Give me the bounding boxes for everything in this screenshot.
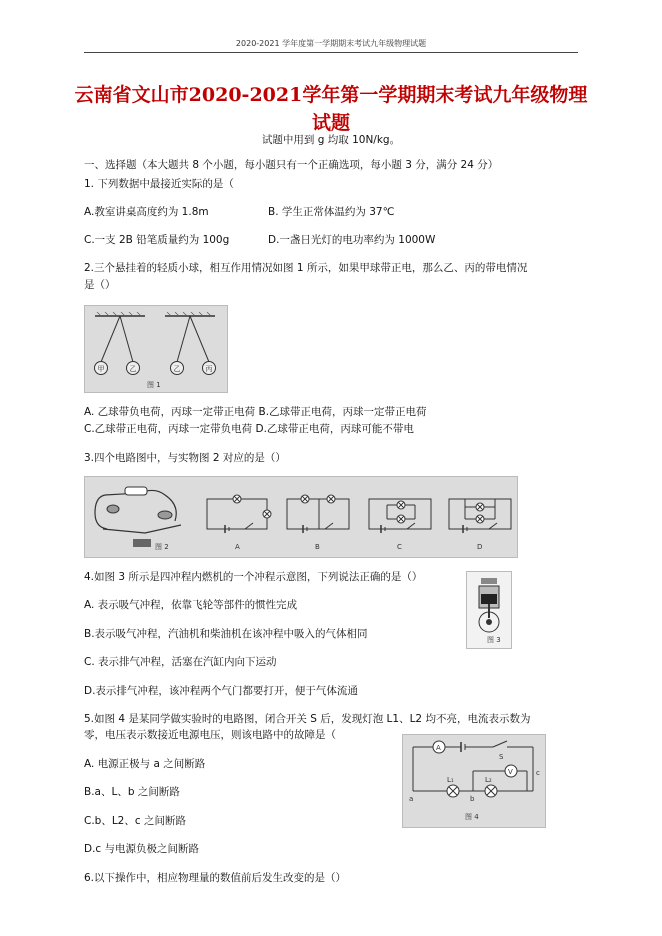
q3-stem: 3.四个电路图中，与实物图 2 对应的是（） bbox=[84, 452, 286, 464]
fig2-label-a: A bbox=[235, 543, 240, 551]
figure-3 bbox=[466, 571, 512, 649]
section-heading: 一、选择题（本大题共 8 个小题，每小题只有一个正确选项，每小题 3 分，满分 24 分） bbox=[84, 159, 499, 171]
q5-option-c: C.b、L2、c 之间断路 bbox=[84, 815, 186, 827]
q1-option-a: A.教室讲桌高度约为 1.8m bbox=[84, 206, 209, 218]
fig1-caption: 图 1 bbox=[147, 381, 161, 389]
q4-option-c: C. 表示排气冲程，活塞在汽缸内向下运动 bbox=[84, 656, 277, 668]
fig4-lamp1-label: L₁ bbox=[447, 776, 454, 784]
q5-option-b: B.a、L、b 之间断路 bbox=[84, 786, 180, 798]
fig2-label-b: B bbox=[315, 543, 320, 551]
fig4-point-b: b bbox=[470, 795, 475, 803]
fig2-caption: 图 2 bbox=[155, 543, 169, 551]
fig2-label-c: C bbox=[397, 543, 402, 551]
q5-stem-2: 零，电压表示数接近电源电压，则该电路中的故障是（ bbox=[84, 729, 336, 741]
fig1-ball-label-2: 乙 bbox=[129, 365, 137, 373]
q1-option-d: D.一盏日光灯的电功率约为 1000W bbox=[268, 234, 436, 246]
header-rule bbox=[84, 52, 578, 53]
title-line-1: 云南省文山市2020-2021学年第一学期期末考试九年级物理 bbox=[74, 84, 588, 106]
q1-option-c: C.一支 2B 铅笔质量约为 100g bbox=[84, 234, 230, 246]
q4-option-a: A. 表示吸气冲程，依靠飞轮等部件的惯性完成 bbox=[84, 599, 298, 611]
q4-stem: 4.如图 3 所示是四冲程内燃机的一个冲程示意图，下列说法正确的是（） bbox=[84, 571, 423, 583]
q1-option-b: B. 学生正常体温约为 37℃ bbox=[268, 206, 395, 218]
q1-stem: 1. 下列数据中最接近实际的是（ bbox=[84, 178, 234, 190]
page-header: 2020-2021 学年度第一学期期末考试九年级物理试题 bbox=[235, 39, 427, 48]
fig1-ball-label-4: 丙 bbox=[205, 365, 213, 373]
q2-stem-2: 是（） bbox=[84, 279, 116, 291]
figure-1 bbox=[84, 305, 228, 393]
q5-option-a: A. 电源正极与 a 之间断路 bbox=[84, 758, 206, 770]
q2-option-cd: C.乙球带正电荷，丙球一定带负电荷 D.乙球带正电荷，丙球可能不带电 bbox=[84, 423, 414, 435]
q4-option-b: B.表示吸气冲程，汽油机和柴油机在该冲程中吸入的气体相同 bbox=[84, 628, 368, 640]
figure-2 bbox=[84, 476, 518, 558]
fig4-point-c: c bbox=[536, 769, 540, 777]
fig2-label-d: D bbox=[477, 543, 483, 551]
q2-option-ab: A. 乙球带负电荷，丙球一定带正电荷 B.乙球带正电荷，丙球一定带正电荷 bbox=[84, 406, 427, 418]
fig4-caption: 图 4 bbox=[465, 813, 479, 821]
fig3-caption: 图 3 bbox=[487, 636, 501, 644]
title-line-2: 试题 bbox=[311, 112, 350, 134]
q5-stem-1: 5.如图 4 是某同学做实验时的电路图，闭合开关 S 后，发现灯泡 L1、L2 均不亮，电流表示数为 bbox=[84, 713, 531, 725]
fig4-switch-label: S bbox=[499, 753, 504, 761]
fig1-ball-label-3: 乙 bbox=[173, 365, 181, 373]
q5-option-d: D.c 与电源负极之间断路 bbox=[84, 843, 200, 855]
fig4-lamp2-label: L₂ bbox=[485, 776, 492, 784]
figure-4 bbox=[402, 734, 546, 828]
fig4-point-a: a bbox=[409, 795, 414, 803]
subtitle: 试题中用到 g 均取 10N/kg。 bbox=[261, 134, 401, 146]
fig4-voltmeter-label: V bbox=[508, 768, 513, 776]
q6-stem: 6.以下操作中，相应物理量的数值前后发生改变的是（） bbox=[84, 872, 347, 884]
fig1-ball-label-1: 甲 bbox=[97, 365, 105, 373]
fig4-ammeter-label: A bbox=[436, 744, 441, 752]
q2-stem-1: 2.三个悬挂着的轻质小球，相互作用情况如图 1 所示，如果甲球带正电，那么乙、丙的带电情况 bbox=[84, 262, 528, 274]
q4-option-d: D.表示排气冲程，该冲程两个气门都要打开，便于气体流通 bbox=[84, 685, 358, 697]
